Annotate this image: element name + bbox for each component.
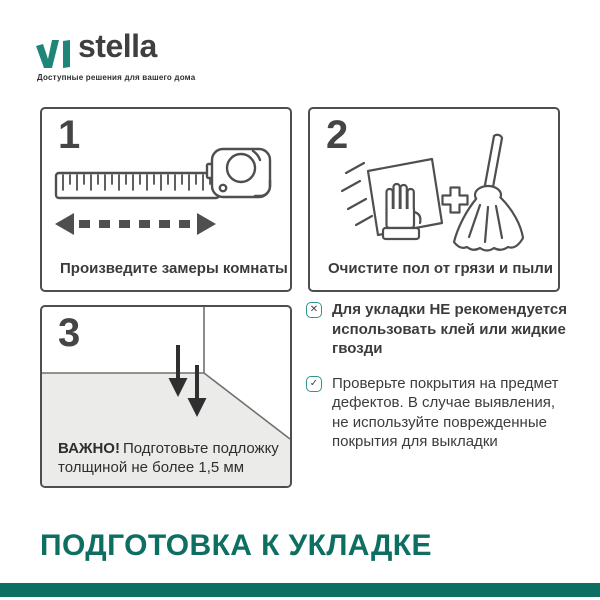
step-panel-3	[40, 305, 292, 488]
brand-tagline: Доступные решения для вашего дома	[37, 73, 196, 82]
check-square-icon: ✓	[306, 376, 322, 392]
step-number: 2	[326, 113, 349, 157]
hand-icon	[383, 184, 420, 239]
plus-icon	[443, 188, 468, 213]
step-caption: Произведите замеры комнаты	[60, 260, 288, 277]
brand-wordmark: stella	[78, 28, 157, 64]
note-no-glue	[306, 300, 568, 359]
footer-accent-bar	[0, 583, 600, 597]
note-text: Проверьте покрытия на предмет дефектов. В случае выявления, не используйте поврежденные покрытия для выкладки	[332, 374, 559, 450]
step-caption: Очистите пол от грязи и пыли	[328, 260, 554, 277]
step-number: 3	[58, 311, 81, 355]
step-number: 1	[58, 113, 81, 157]
step-panel-2	[308, 107, 560, 292]
page-title: ПОДГОТОВКА К УКЛАДКЕ	[40, 529, 432, 562]
brand-logo	[36, 28, 296, 88]
broom-icon	[454, 135, 523, 251]
notes-list	[306, 300, 568, 467]
important-label: ВАЖНО!	[58, 440, 120, 457]
step-panel-1	[40, 107, 292, 292]
step-caption	[58, 439, 280, 477]
x-square-icon: ✕	[306, 302, 322, 318]
note-text: Для укладки НЕ рекомендуется использовать клей или жидкие гвозди	[332, 301, 567, 357]
stella-logo-icon	[36, 39, 72, 69]
note-check-defects	[306, 374, 568, 452]
step-caption-text: Подготовьте подложку толщиной не более 1,5 мм	[58, 440, 279, 476]
